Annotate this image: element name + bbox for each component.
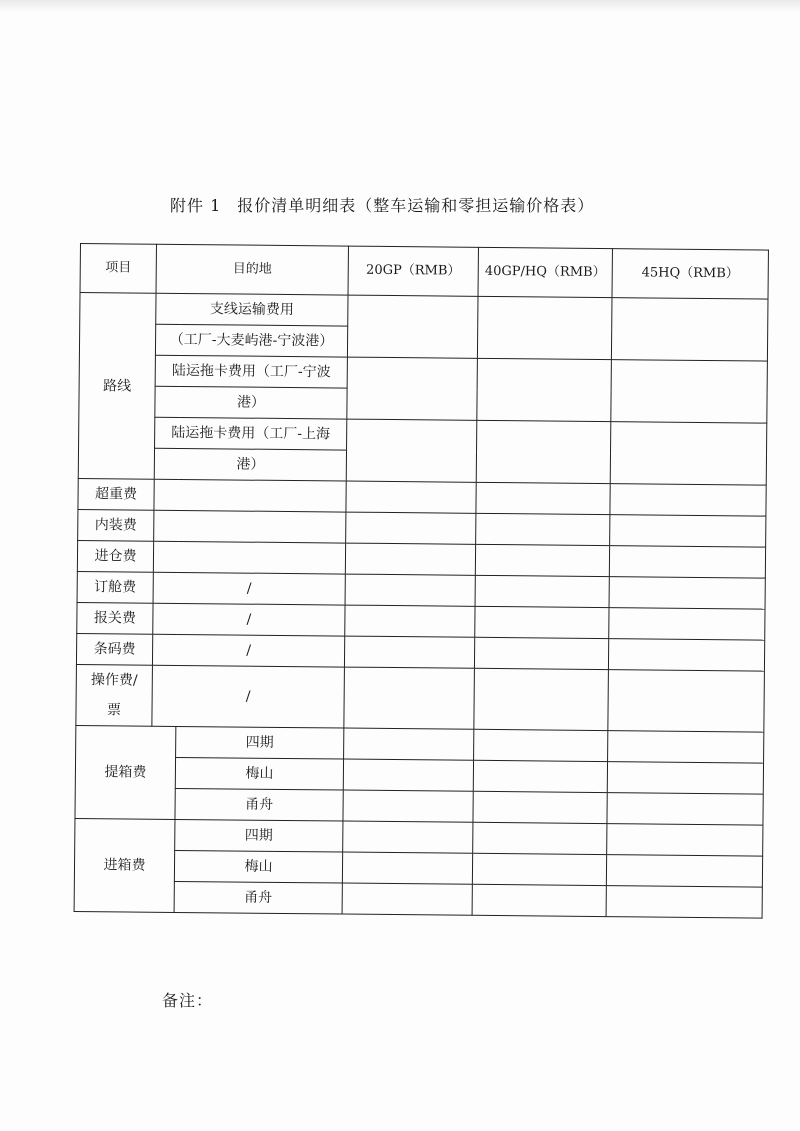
fee-label: 订舱费 — [77, 571, 153, 603]
operation-label-line1: 操作费/ — [90, 672, 138, 689]
price-cell[interactable] — [608, 670, 765, 732]
price-cell[interactable] — [477, 358, 612, 421]
operation-label-line2: 票 — [106, 702, 122, 719]
price-cell[interactable] — [472, 884, 606, 916]
price-cell[interactable] — [610, 422, 767, 485]
price-cell[interactable] — [476, 420, 611, 483]
quote-table — [74, 243, 769, 919]
pickup-place: 四期 — [176, 726, 344, 759]
price-cell[interactable] — [345, 605, 475, 637]
price-cell[interactable] — [477, 296, 612, 359]
price-cell[interactable] — [346, 419, 477, 482]
title-text: 报价清单明细表（整车运输和零担运输价格表） — [237, 196, 595, 215]
route-branch-line1: 支线运输费用 — [156, 293, 348, 326]
price-cell[interactable] — [609, 608, 765, 640]
header-row — [80, 244, 768, 300]
price-cell[interactable] — [610, 515, 766, 547]
price-cell[interactable] — [473, 791, 607, 823]
price-cell[interactable] — [343, 790, 473, 822]
price-cell[interactable] — [607, 824, 763, 856]
slash-mark: / — [153, 572, 345, 605]
route-branch-line2: （工厂-大麦屿港-宁波港） — [155, 324, 347, 357]
price-cell[interactable] — [474, 668, 609, 730]
price-cell[interactable] — [606, 855, 762, 887]
price-cell[interactable] — [343, 759, 473, 791]
price-cell[interactable] — [476, 513, 610, 545]
attachment-label: 附件 1 — [170, 196, 222, 215]
fee-label: 条码费 — [76, 633, 152, 665]
fee-label: 内装费 — [78, 509, 154, 541]
price-cell[interactable] — [344, 636, 474, 668]
fee-label: 超重费 — [78, 478, 154, 510]
price-cell[interactable] — [607, 793, 763, 825]
header-destination: 目的地 — [156, 244, 348, 295]
header-20gp: 20GP（RMB） — [348, 246, 478, 296]
route-ningbo-line1: 陆运拖卡费用（工厂-宁波 — [155, 355, 347, 388]
remark-label: 备注： — [162, 991, 214, 1010]
price-cell[interactable] — [475, 606, 609, 638]
destination-cell — [154, 479, 346, 512]
route-shanghai-line2: 港） — [154, 448, 346, 481]
price-cell[interactable] — [611, 298, 768, 361]
price-cell[interactable] — [343, 821, 473, 853]
price-cell[interactable] — [609, 546, 765, 578]
price-cell[interactable] — [473, 760, 607, 792]
document-title — [170, 193, 594, 216]
return-place: 梅山 — [174, 850, 342, 883]
price-cell[interactable] — [608, 639, 764, 671]
price-cell[interactable] — [472, 853, 606, 885]
price-cell[interactable] — [345, 543, 475, 575]
price-cell[interactable] — [475, 575, 609, 607]
fee-label: 进仓费 — [77, 540, 153, 572]
price-cell[interactable] — [610, 484, 766, 516]
header-45hq: 45HQ（RMB） — [612, 249, 768, 299]
slash-mark: / — [152, 634, 344, 667]
price-cell[interactable] — [606, 886, 762, 918]
route-ningbo-line2: 港） — [155, 386, 347, 419]
price-cell[interactable] — [474, 729, 608, 761]
slash-mark: / — [152, 665, 345, 728]
header-40gphq: 40GP/HQ（RMB） — [478, 247, 612, 297]
price-cell[interactable] — [342, 883, 472, 915]
fee-label: 报关费 — [77, 602, 153, 634]
fee-row-operation — [76, 664, 765, 732]
header-item: 项目 — [80, 244, 156, 294]
return-place: 甬舟 — [174, 881, 342, 914]
price-cell[interactable] — [342, 852, 472, 884]
route-label: 路线 — [78, 293, 156, 480]
return-label: 进箱费 — [74, 818, 175, 912]
price-cell[interactable] — [346, 481, 476, 513]
return-row — [74, 880, 762, 918]
price-cell[interactable] — [609, 577, 765, 609]
price-cell[interactable] — [345, 574, 475, 606]
price-cell[interactable] — [474, 637, 608, 669]
route-shanghai-line1: 陆运拖卡费用（工厂-上海 — [155, 417, 347, 450]
price-cell[interactable] — [608, 731, 764, 763]
destination-cell — [154, 510, 346, 543]
pickup-label: 提箱费 — [75, 725, 176, 819]
price-cell[interactable] — [476, 482, 610, 514]
pickup-place: 梅山 — [175, 757, 343, 790]
price-cell[interactable] — [347, 295, 478, 358]
price-cell[interactable] — [607, 762, 763, 794]
slash-mark: / — [153, 603, 345, 636]
destination-cell — [153, 541, 345, 574]
price-cell[interactable] — [347, 357, 478, 420]
scan-edge — [0, 0, 800, 12]
price-cell[interactable] — [344, 728, 474, 760]
return-place: 四期 — [175, 819, 343, 852]
pickup-place: 甬舟 — [175, 788, 343, 821]
price-cell[interactable] — [346, 512, 476, 544]
price-cell[interactable] — [473, 822, 607, 854]
price-cell[interactable] — [611, 360, 768, 423]
price-cell[interactable] — [475, 544, 609, 576]
price-cell[interactable] — [344, 667, 475, 729]
fee-label — [76, 664, 153, 726]
